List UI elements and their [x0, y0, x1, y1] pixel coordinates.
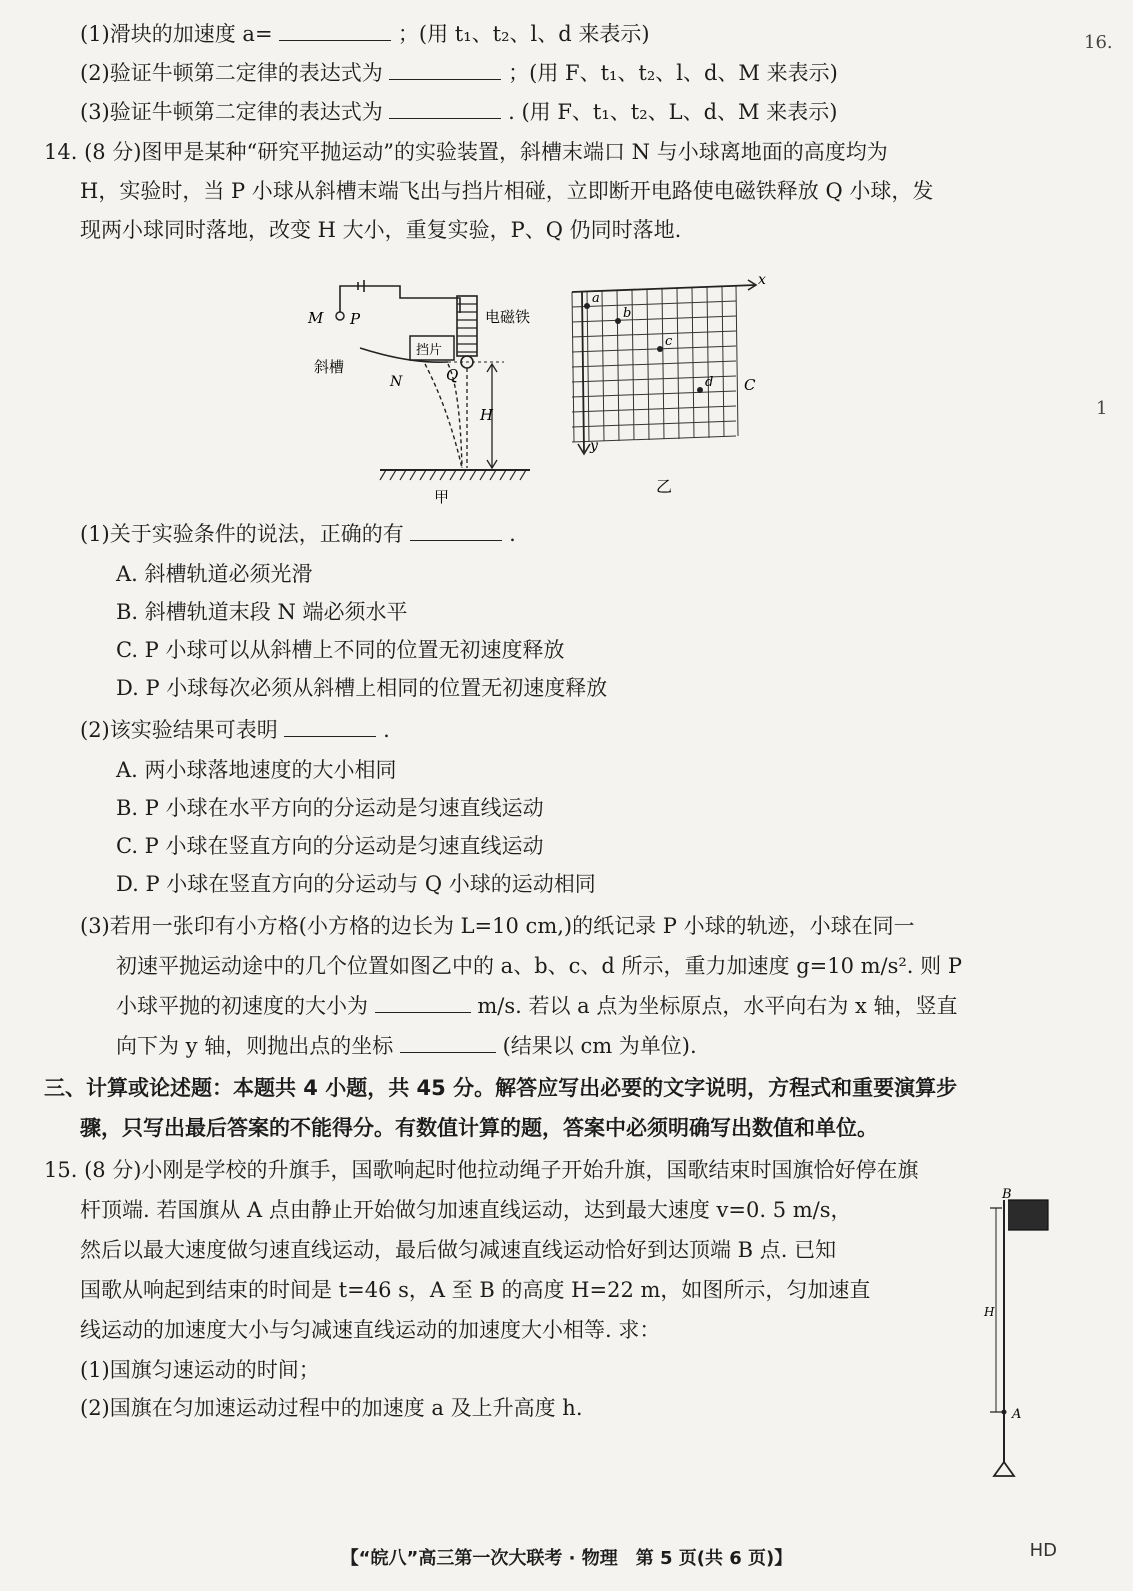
label-H: H [480, 406, 494, 424]
q15-stem-line: 线运动的加速度大小与匀减速直线运动的加速度大小相等. 求： [80, 1318, 661, 1342]
q14-sub3-text: (结果以 cm 为单位). [502, 1034, 697, 1058]
q15-stem-line: 国歌从响起到结束的时间是 t=46 s，A 至 B 的高度 H=22 m，如图所示，匀加速直 [80, 1278, 871, 1302]
q15-stem-line: 15. (8 分)小刚是学校的升旗手，国歌响起时他拉动绳子开始升旗，国歌结束时国旗恰好停在旗 [44, 1158, 919, 1182]
option: C. P 小球可以从斜槽上不同的位置无初速度释放 [116, 638, 565, 662]
q15-stem-line: 杆顶端. 若国旗从 A 点由静止开始做匀加速直线运动，达到最大速度 v=0. 5 m/s， [80, 1198, 852, 1222]
q14-sub3-line [116, 1032, 697, 1060]
answer-blank [389, 61, 501, 80]
top-q2 [80, 59, 838, 87]
q14-sub1-end: . [509, 522, 516, 546]
option: B. 斜槽轨道末段 N 端必须水平 [116, 600, 408, 624]
top-q1 [80, 20, 650, 48]
option: A. 斜槽轨道必须光滑 [116, 562, 313, 586]
q14-stem-line: 现两小球同时落地，改变 H 大小，重复实验，P、Q 仍同时落地. [80, 218, 682, 242]
q15-sub-question: (2)国旗在匀加速运动过程中的加速度 a 及上升高度 h. [80, 1396, 583, 1420]
axis-y-label: y [590, 438, 598, 454]
point-a: a [592, 291, 600, 306]
caption-yi: 乙 [656, 477, 673, 496]
top-q1-text: (1)滑块的加速度 a= [80, 22, 273, 46]
label-C: C [744, 376, 756, 394]
answer-blank [279, 22, 391, 41]
q15-stem-line: 然后以最大速度做匀速直线运动，最后做匀减速直线运动恰好到达顶端 B 点. 已知 [80, 1238, 837, 1262]
q14-sub3-line: (3)若用一张印有小方格(小方格的边长为 L=10 cm,)的纸记录 P 小球的轨迹，小球在同一 [80, 914, 915, 938]
label-B: B [1002, 1187, 1012, 1202]
label-A: A [1012, 1407, 1022, 1422]
axis-x-label: x [758, 272, 766, 288]
q14-sub3-line: 初速平抛运动途中的几个位置如图乙中的 a、b、c、d 所示，重力加速度 g=10 m/s². 则 P [116, 954, 962, 978]
option: C. P 小球在竖直方向的分运动是匀速直线运动 [116, 834, 544, 858]
label-H: H [984, 1305, 995, 1319]
q14-sub2-end: . [383, 718, 390, 742]
q14-sub2-text: (2)该实验结果可表明 [80, 718, 278, 742]
label-P: P [350, 310, 361, 328]
section-heading: 骤，只写出最后答案的不能得分。有数值计算的题，答案中必须明确写出数值和单位。 [80, 1116, 878, 1140]
footer-code: HD [1029, 1540, 1057, 1561]
margin-number: 16. [1084, 32, 1113, 53]
figure-yi-grid [560, 270, 780, 500]
top-q3-hint: . (用 F、t₁、t₂、L、d、M 来表示) [508, 100, 838, 124]
q14-sub3-text: 向下为 y 轴，则抛出点的坐标 [116, 1034, 394, 1058]
answer-blank [375, 994, 471, 1013]
answer-blank [389, 100, 501, 119]
point-b: b [623, 306, 632, 321]
label-groove: 斜槽 [314, 358, 345, 376]
label-N: N [390, 374, 403, 390]
q15-sub-question: (1)国旗匀速运动的时间； [80, 1358, 320, 1382]
q14-sub3-line [116, 992, 958, 1020]
point-c: c [665, 334, 673, 349]
page-footer: 【“皖八”高三第一次大联考 · 物理 第 5 页(共 6 页)】 [340, 1548, 793, 1569]
label-magnet: 电磁铁 [485, 308, 531, 326]
q14-sub2 [80, 716, 390, 744]
q14-sub3-text: 小球平抛的初速度的大小为 [116, 994, 368, 1018]
section-heading: 三、计算或论述题：本题共 4 小题，共 45 分。解答应写出必要的文字说明，方程式和重要演算步 [44, 1076, 958, 1100]
q14-stem-line: 14. (8 分)图甲是某种“研究平抛运动”的实验装置，斜槽末端口 N 与小球离地面的高度均为 [44, 140, 888, 164]
point-d: d [705, 375, 714, 390]
figure-jia-apparatus [300, 268, 550, 508]
answer-blank [400, 1034, 496, 1053]
caption-jia: 甲 [434, 488, 450, 506]
flagpole-figure [980, 1186, 1060, 1486]
top-q1-hint: ；(用 t₁、t₂、l、d 来表示) [397, 22, 650, 46]
margin-number: 1 [1096, 398, 1108, 419]
label-M: M [308, 309, 324, 327]
top-q3 [80, 98, 837, 126]
q14-sub1 [80, 520, 516, 548]
label-plate: 挡片 [416, 343, 443, 358]
q14-stem-line: H，实验时，当 P 小球从斜槽末端飞出与挡片相碰，立即断开电路使电磁铁释放 Q 小球，发 [80, 179, 934, 203]
label-Q: Q [446, 366, 459, 384]
top-q2-text: (2)验证牛顿第二定律的表达式为 [80, 61, 383, 85]
option: B. P 小球在水平方向的分运动是匀速直线运动 [116, 796, 544, 820]
q14-sub1-text: (1)关于实验条件的说法，正确的有 [80, 522, 404, 546]
answer-blank [284, 718, 376, 737]
option: D. P 小球在竖直方向的分运动与 Q 小球的运动相同 [116, 872, 596, 896]
top-q3-text: (3)验证牛顿第二定律的表达式为 [80, 100, 383, 124]
top-q2-hint: ；(用 F、t₁、t₂、l、d、M 来表示) [508, 61, 838, 85]
q14-sub3-text: m/s. 若以 a 点为坐标原点，水平向右为 x 轴，竖直 [477, 994, 958, 1018]
answer-blank [410, 522, 502, 541]
option: A. 两小球落地速度的大小相同 [116, 758, 397, 782]
option: D. P 小球每次必须从斜槽上相同的位置无初速度释放 [116, 676, 608, 700]
